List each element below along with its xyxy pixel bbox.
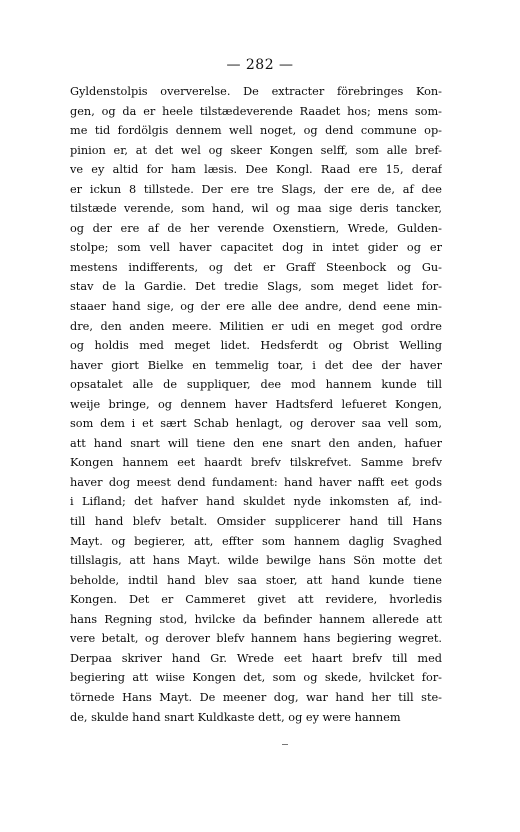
text-line: begiering att wiise Kongen det, som og skede, hvilcket for-: [70, 671, 442, 685]
text-line: opsatalet alle de suppliquer, dee mod hannem kunde till: [70, 378, 442, 392]
body-text: [70, 82, 442, 727]
text-line: haver dog meest dend fundament: hand haver nafft eet gods: [70, 475, 442, 489]
text-line: i Lifland; det hafver hand skuldet nyde inkomsten af, ind-: [70, 495, 442, 509]
text-line: hans Regning stod, hvilcke da befinder hannem allerede att: [70, 612, 442, 626]
text-line: weije bringe, og dennem haver Hadtsferd lefueret Kongen,: [70, 397, 442, 411]
text-line: Kongen. Det er Cammeret givet att revidere, hvorledis: [70, 593, 442, 607]
text-line: törnede Hans Mayt. De meener dog, war hand her till ste-: [70, 690, 442, 704]
text-line: og holdis med meget lidet. Hedsferdt og Obrist Welling: [70, 339, 442, 353]
text-line: till hand blefv betalt. Omsider supplicerer hand till Hans: [70, 515, 442, 529]
text-line: vere betalt, og derover blefv hannem hans begiering wegret.: [70, 632, 442, 646]
page-number-header: — 282 —: [226, 57, 294, 73]
text-line: me tid fordölgis dennem well noget, og dend commune op-: [70, 124, 442, 138]
text-line: Kongen hannem eet haardt brefv tilskrefvet. Samme brefv: [70, 456, 442, 470]
text-line: Mayt. og begierer, att, effter som hannem daglig Svaghed: [70, 534, 442, 548]
text-line: mestens indifferents, og det er Graff Steenbock og Gu-: [70, 260, 442, 274]
text-line: Derpaa skriver hand Gr. Wrede eet haart brefv till med: [70, 651, 442, 665]
text-line: ve ey altid for ham læsis. Dee Kongl. Raad ere 15, deraf: [70, 163, 442, 177]
text-line: att hand snart will tiene den ene snart den anden, hafuer: [70, 436, 442, 450]
text-line: beholde, indtil hand blev saa stoer, att hand kunde tiene: [70, 573, 442, 587]
footer-rule: [282, 744, 288, 745]
text-line: tillslagis, att hans Mayt. wilde bewilge hans Sön motte det: [70, 554, 442, 568]
text-line: stav de la Gardie. Det tredie Slags, som meget lidet for-: [70, 280, 442, 294]
text-line: pinion er, at det wel og skeer Kongen selff, som alle bref-: [70, 143, 442, 157]
text-line: og der ere af de her verende Oxenstiern, Wrede, Gulden-: [70, 221, 442, 235]
text-line: som dem i et sært Schab henlagt, og derover saa vell som,: [70, 417, 442, 431]
text-line: dre, den anden meere. Militien er udi en meget god ordre: [70, 319, 442, 333]
text-line: tilstæde verende, som hand, wil og maa sige deris tancker,: [70, 202, 442, 216]
text-line: gen, og da er heele tilstædeverende Raadet hos; mens som-: [70, 104, 442, 118]
text-line: er ickun 8 tillstede. Der ere tre Slags, der ere de, af dee: [70, 182, 442, 196]
text-line: stolpe; som vell haver capacitet dog in intet gider og er: [70, 241, 442, 255]
text-line: haver giort Bielke en temmelig toar, i det dee der haver: [70, 358, 442, 372]
text-line: staaer hand sige, og der ere alle dee andre, dend eene min-: [70, 300, 442, 314]
text-line: de, skulde hand snart Kuldkaste dett, og ey were hannem: [70, 710, 401, 724]
text-line: Gyldenstolpis oververelse. De extracter förebringes Kon-: [70, 85, 442, 98]
